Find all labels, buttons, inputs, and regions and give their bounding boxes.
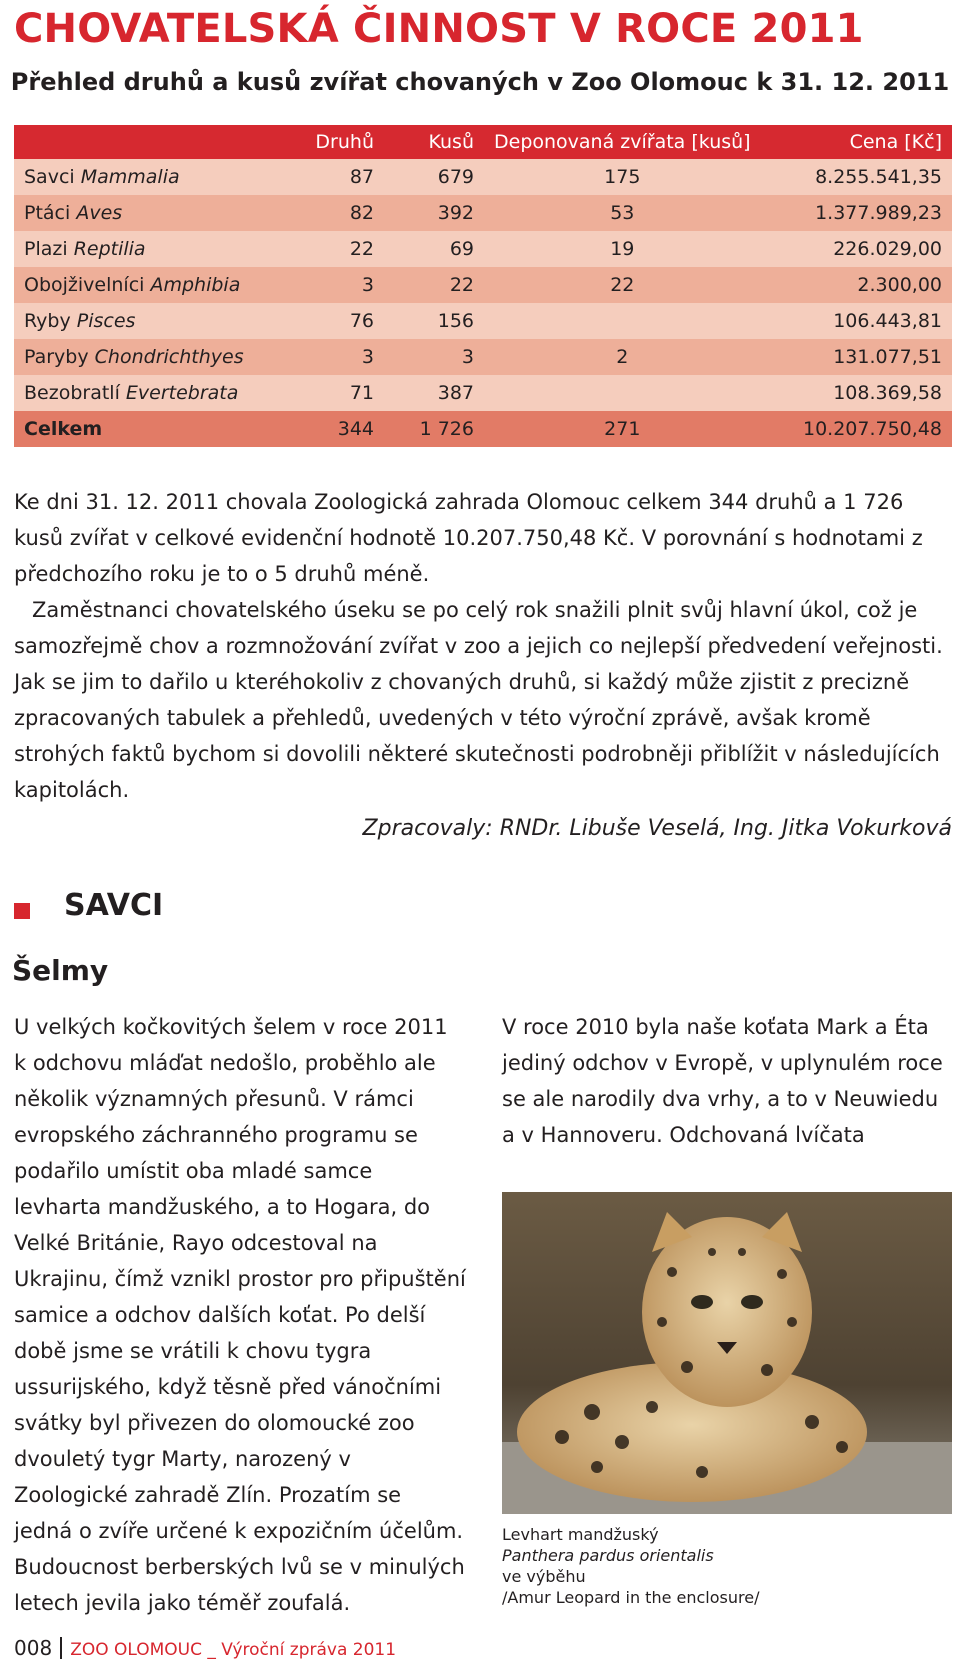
row-category: Paryby Chondrichthyes — [24, 346, 244, 368]
table-row — [14, 339, 952, 375]
total-species: 344 — [337, 418, 374, 440]
body-text-right: V roce 2010 byla naše koťata Mark a Éta jediný odchov v Evropě, v uplynulém roce se ale narodily dva vrhy, a to v Neuwiedu a v Hannoveru. Odchovaná lvíčata — [502, 1015, 943, 1147]
footer-divider — [60, 1637, 62, 1659]
row-deposited: 53 — [610, 202, 635, 224]
row-specimens: 69 — [449, 238, 474, 260]
header-price: Cena [Kč] — [849, 131, 942, 153]
row-species: 71 — [349, 382, 374, 404]
animal-stats-table — [14, 125, 952, 447]
row-species: 87 — [349, 166, 374, 188]
row-price: 108.369,58 — [833, 382, 942, 404]
total-specimens: 1 726 — [419, 418, 474, 440]
table-total-row — [14, 411, 952, 447]
table-row — [14, 195, 952, 231]
header-species: Druhů — [315, 131, 374, 153]
row-deposited: 175 — [604, 166, 641, 188]
total-label: Celkem — [24, 418, 103, 440]
row-species: 3 — [361, 274, 374, 296]
row-species: 3 — [361, 346, 374, 368]
table-row — [14, 303, 952, 339]
row-category: Savci Mammalia — [24, 166, 180, 188]
page-footer — [14, 1636, 396, 1660]
row-specimens: 22 — [449, 274, 474, 296]
row-deposited: 19 — [610, 238, 635, 260]
row-specimens: 679 — [437, 166, 474, 188]
publication-name: ZOO OLOMOUC _ Výroční zpráva 2011 — [70, 1640, 397, 1660]
row-category: Ryby Pisces — [24, 310, 136, 332]
page-number: 008 — [14, 1636, 53, 1660]
section-bullet-icon — [14, 903, 30, 919]
table-row — [14, 159, 952, 195]
total-deposited: 271 — [604, 418, 641, 440]
total-price: 10.207.750,48 — [802, 418, 942, 440]
row-price: 226.029,00 — [833, 238, 942, 260]
row-category: Bezobratlí Evertebrata — [24, 382, 239, 404]
author-signature: Zpracovaly: RNDr. Libuše Veselá, Ing. Jitka Vokurková — [362, 816, 952, 841]
intro-paragraph: Ke dni 31. 12. 2011 chovala Zoologická zahrada Olomouc celkem 344 druhů a 1 726 kusů zvířat v celkové evidenční hodnotě 10.207.750,48 Kč. V porovnání s hodnotami z předchozího roku je to o 5 druhů méně. — [14, 490, 923, 586]
table-row — [14, 375, 952, 411]
table-row — [14, 231, 952, 267]
leopard-photo — [502, 1192, 952, 1514]
table-row — [14, 267, 952, 303]
row-price: 106.443,81 — [833, 310, 942, 332]
row-deposited: 2 — [616, 346, 629, 368]
row-specimens: 392 — [437, 202, 474, 224]
row-category: Ptáci Aves — [24, 202, 123, 224]
caption-line: ve výběhu — [502, 1567, 586, 1586]
row-price: 2.300,00 — [857, 274, 942, 296]
body-text-left: U velkých kočkovitých šelem v roce 2011 k odchovu mláďat nedošlo, proběhlo ale několik významných přesunů. V rámci evropského záchranného programu se podařilo umístit oba mladé samce levharta mandžuského, a to Hogara, do Velké Británie, Rayo odcestoval na Ukrajinu, čímž vznikl prostor pro připuštění samice a odchov dalších koťat. Po delší době jsme se vrátili k chovu tygra ussurijského, když těsně před vánočními svátky byl přivezen do olomoucké zoo dvouletý tygr Marty, narozený v Zoologické zahradě Zlín. Prozatím se jedná o zvíře určené k expozičním účelům. Budoucnost berberských lvů se v minulých letech jevila jako téměř zoufalá. — [14, 1015, 466, 1615]
row-category: Plazi Reptilia — [24, 238, 146, 260]
photo-caption — [502, 1524, 954, 1608]
table-caption: Přehled druhů a kusů zvířat chovaných v Zoo Olomouc k 31. 12. 2011 — [10, 68, 950, 96]
intro-text — [14, 484, 954, 808]
caption-line: Levhart mandžuský Panthera pardus orientalis — [502, 1525, 714, 1565]
page-title: CHOVATELSKÁ ČINNOST V ROCE 2011 — [14, 6, 864, 52]
table-header-row — [14, 125, 952, 159]
intro-paragraph: Zaměstnanci chovatelského úseku se po celý rok snažili plnit svůj hlavní úkol, což je samozřejmě chov a rozmnožování zvířat v zoo a jejich co nejlepší předvedení veřejnosti. Jak se jim to dařilo u kteréhokoliv z chovaných druhů, si každý může zjistit z precizně zpracovaných tabulek a přehledů, uvedených v této výroční zprávě, avšak kromě strohých faktů bychom si dovolili některé skutečnosti podrobněji přiblížit v následujících kapitolách. — [14, 598, 943, 802]
row-price: 8.255.541,35 — [815, 166, 942, 188]
header-deposited: Deponovaná zvířata [kusů] — [494, 131, 751, 153]
row-specimens: 3 — [461, 346, 474, 368]
section-title: SAVCI — [64, 888, 164, 923]
row-deposited — [484, 375, 761, 411]
row-specimens: 156 — [437, 310, 474, 332]
section-subheading: Šelmy — [12, 954, 109, 987]
row-category: Obojživelníci Amphibia — [24, 274, 241, 296]
row-species: 76 — [349, 310, 374, 332]
header-category — [14, 125, 274, 159]
row-specimens: 387 — [437, 382, 474, 404]
header-specimens: Kusů — [428, 131, 474, 153]
caption-english: /Amur Leopard in the enclosure/ — [502, 1588, 760, 1607]
row-species: 82 — [349, 202, 374, 224]
row-species: 22 — [349, 238, 374, 260]
row-price: 131.077,51 — [833, 346, 942, 368]
row-deposited — [484, 303, 761, 339]
row-deposited: 22 — [610, 274, 635, 296]
row-price: 1.377.989,23 — [815, 202, 942, 224]
